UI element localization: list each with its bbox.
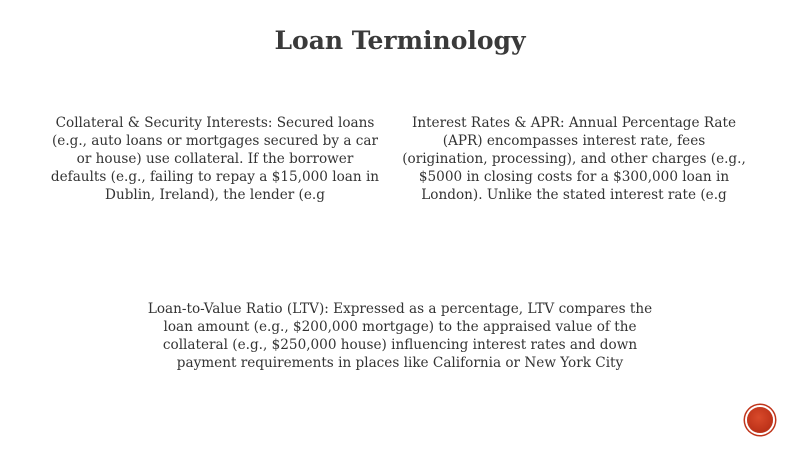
apr-text-block: Interest Rates & APR: Annual Percentage Rate (APR) encompasses interest rate, fees (origination, processing), and other charges (e.g., $5000 in closing costs for a $300,000 loan in London). Unlike the stated interest rate (e.g	[402, 115, 746, 203]
slide-title: Loan Terminology	[274, 26, 526, 55]
slide-nav-button[interactable]	[747, 407, 773, 433]
ltv-text-block: Loan-to-Value Ratio (LTV): Expressed as a percentage, LTV compares the loan amount (e.g., $200,000 mortgage) to the appraised value of the collateral (e.g., $250,000 house) influencing interest rates and down payment requirements in places like California or New York City	[147, 301, 653, 371]
collateral-text-block: Collateral & Security Interests: Secured loans (e.g., auto loans or mortgages secured by a car or house) use collateral. If the borrower defaults (e.g., failing to repay a $15,000 loan in Dublin, Ireland), the lender (e.g	[50, 115, 380, 203]
